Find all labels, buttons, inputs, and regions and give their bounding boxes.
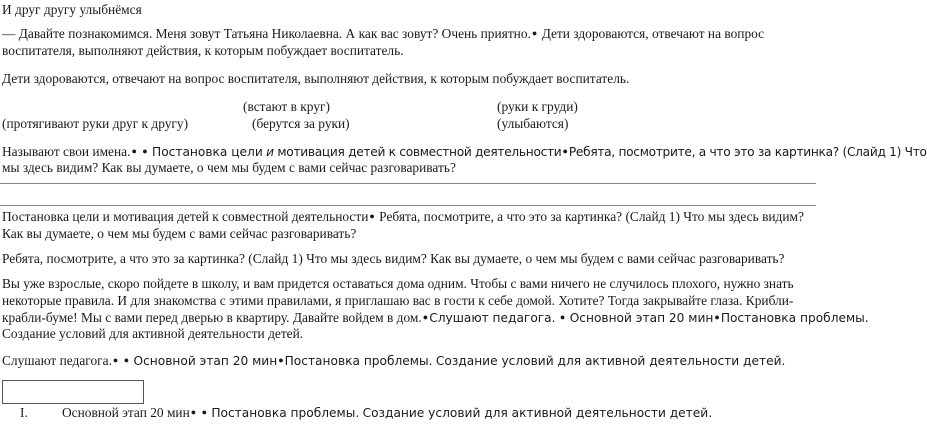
action-hands-chest: (руки к груди) <box>497 99 578 114</box>
conditions-label: Создание условий для активной деятельности детей. <box>362 406 713 420</box>
action-stretch-hands: (протягивают руки друг к другу) <box>2 116 189 131</box>
action-stand-circle: (встают в круг) <box>243 99 330 114</box>
goal-heading: Постановка цели и мотивация детей к совместной деятельности <box>2 209 369 224</box>
goal-line-2: Как вы думаете, о чем мы будем с вами сейчас разговаривать? <box>2 226 357 241</box>
listen-label: Слушают педагога. <box>429 311 556 325</box>
main-stage-label: Основной этап 20 мин <box>133 354 278 368</box>
listen-text: Слушают педагога. <box>2 353 112 368</box>
story-line-1: Вы уже взрослые, скоро пойдете в школу, и вам придется оставаться дома одним. Чтобы с вами ничего не случилось плохого, нужно знать <box>2 276 794 291</box>
bullet-icon: ● <box>112 355 119 365</box>
bullet-icon: ● <box>123 355 130 365</box>
goal-question: Ребята, посмотрите, а что это за картинка? (Слайд 1) Что мы здесь видим? <box>379 209 804 224</box>
intro-line-1b: Дети здороваются, отвечают на вопрос <box>541 26 765 41</box>
names-question: Ребята, посмотрите, а что это за картинка? (Слайд 1) Что <box>568 145 927 159</box>
heading: И друг другу улыбнёмся <box>2 2 142 17</box>
main-stage-label: Основной этап 20 мин <box>569 311 714 325</box>
intro-line-2: воспитателя, выполняют действия, к которым побуждает воспитатель. <box>2 43 404 58</box>
conditions-label: Создание условий для активной деятельности детей. <box>435 354 786 368</box>
story-line-3: крабли-буме! Мы с вами перед дверью в квартиру. Давайте войдем в дом. <box>2 310 422 325</box>
problem-label: Постановка проблемы. <box>720 311 869 325</box>
list-marker: I. <box>20 405 28 420</box>
bullet-icon: ● <box>278 355 284 365</box>
paragraph-question: Ребята, посмотрите, а что это за картинка? (Слайд 1) Что мы здесь видим? Как вы думаете, о чем мы будем с вами сейчас разговаривать? <box>2 251 785 266</box>
bullet-icon: ● <box>422 312 429 322</box>
motivation-label: мотивация детей к совместной деятельности <box>277 145 562 159</box>
bullet-icon: ● <box>201 407 207 417</box>
problem-label: Постановка проблемы. <box>211 406 360 420</box>
main-stage-label: Основной этап 20 мин <box>62 405 190 420</box>
paragraph-listen <box>2 353 785 370</box>
bullet-icon: ● <box>531 28 538 38</box>
bullet-icon: ● <box>142 146 148 156</box>
goal-and: и <box>266 145 275 159</box>
bullet-icon: ● <box>559 312 566 322</box>
empty-text-box[interactable] <box>2 380 144 404</box>
story-line-4: Создание условий для активной деятельности детей. <box>2 326 304 341</box>
action-take-hands: (берутся за руки) <box>252 116 350 131</box>
names-text: Называют свои имена. <box>2 144 131 159</box>
bullet-icon: ● <box>190 407 197 417</box>
bullet-icon: ● <box>131 146 137 156</box>
names-line-2: мы здесь видим? Как вы думаете, о чем мы будем с вами сейчас разговаривать? <box>2 160 456 175</box>
intro-line-1: — Давайте познакомимся. Меня зовут Татьяна Николаевна. А как вас зовут? Очень приятно. <box>2 26 531 41</box>
action-smile: (улыбаются) <box>497 116 569 131</box>
bullet-icon: ● <box>562 146 568 156</box>
paragraph-greeting: Дети здороваются, отвечают на вопрос воспитателя, выполняют действия, к которым побуждает воспитатель. <box>2 71 630 86</box>
bullet-icon: ● <box>369 211 375 221</box>
goal-label: Постановка цели <box>152 145 263 159</box>
bullet-icon: ● <box>714 312 720 322</box>
divider-line <box>0 205 816 206</box>
divider-line <box>0 183 816 184</box>
problem-label: Постановка проблемы. <box>284 354 433 368</box>
story-line-2: некоторые правила. И для знакомства с этими правилами, я приглашаю вас в гости к себе домой. Хотите? Тогда закрывайте глаза. Крибли- <box>2 293 794 308</box>
